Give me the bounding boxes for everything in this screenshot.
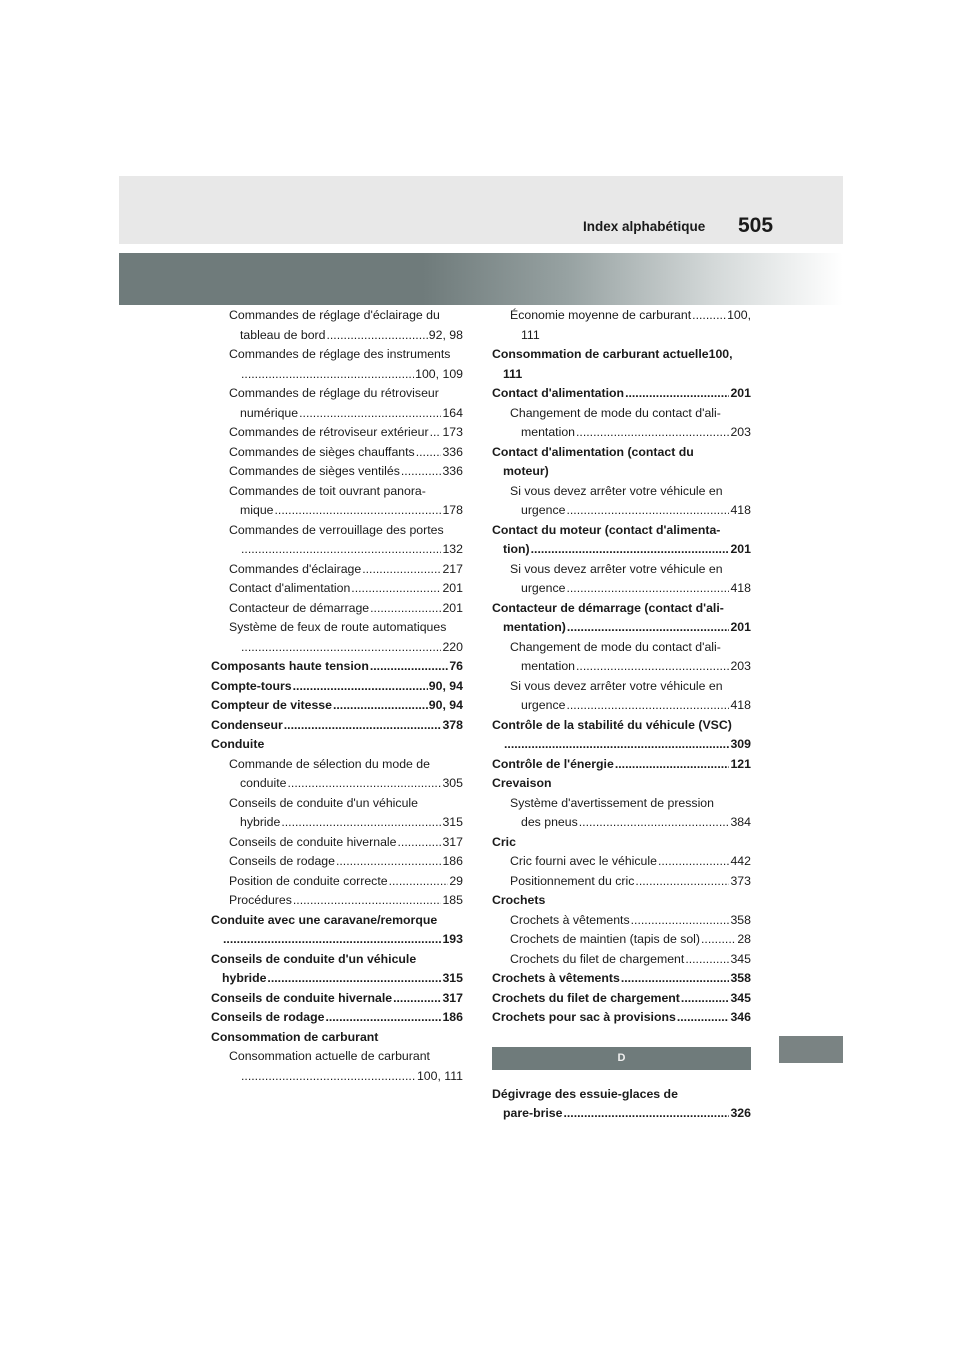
dot-leader xyxy=(267,969,441,989)
dot-leader xyxy=(401,462,442,482)
entry-text: Conseils de conduite d'un véhicule xyxy=(229,795,418,810)
entry-text: Conseils de rodage xyxy=(229,854,335,868)
entry-text: Cric fourni avec le véhicule xyxy=(510,854,657,868)
page-reference: 345 xyxy=(730,951,751,966)
index-entry xyxy=(492,774,751,794)
index-entry xyxy=(211,716,463,736)
page-reference: 317 xyxy=(442,834,463,849)
index-entry xyxy=(211,833,463,853)
dot-leader xyxy=(241,365,414,385)
dot-leader xyxy=(576,657,729,677)
entry-text: Changement de mode du contact d'ali- xyxy=(510,639,721,654)
entry-text: Conduite avec une caravane/remorque xyxy=(211,912,438,927)
entry-text: Système d'avertissement de pression xyxy=(510,795,714,810)
entry-text: urgence xyxy=(521,581,566,595)
page-reference: 29 xyxy=(449,873,463,888)
entry-text: mique xyxy=(240,503,274,517)
entry-text: Commandes de réglage du rétroviseur xyxy=(229,386,439,400)
entry-text: Commandes de verrouillage des portes xyxy=(229,522,444,537)
index-entry xyxy=(492,813,751,833)
section-header: D xyxy=(492,1047,751,1070)
page-reference: 315 xyxy=(442,971,463,985)
index-entry xyxy=(492,950,751,970)
index-entry xyxy=(211,813,463,833)
index-entry xyxy=(211,735,463,755)
dot-leader xyxy=(299,404,441,424)
page-reference: 100, 109 xyxy=(415,366,463,381)
dot-leader xyxy=(241,1067,416,1087)
index-entry xyxy=(492,306,751,326)
page-reference: 90, 94 xyxy=(428,678,463,693)
entry-text: des pneus xyxy=(521,815,578,829)
index-entry xyxy=(211,384,463,404)
dot-leader xyxy=(241,540,441,560)
page-reference: 358 xyxy=(730,971,751,985)
entry-text: Commandes de rétroviseur extérieur xyxy=(229,425,429,439)
index-entry xyxy=(492,540,751,560)
entry-text: Dégivrage des essuie-glaces de xyxy=(492,1086,678,1101)
entry-text: Contact du moteur (contact d'alimenta- xyxy=(492,522,721,537)
dot-leader xyxy=(615,755,730,775)
index-entry xyxy=(492,482,751,502)
entry-text: Consommation de carburant xyxy=(211,1029,379,1044)
page-reference: 100, xyxy=(727,308,751,322)
index-entry xyxy=(211,852,463,872)
entry-text: tableau de bord xyxy=(240,327,326,342)
entry-text: Crochets à vêtements xyxy=(510,912,630,927)
page-reference: 186 xyxy=(442,1010,463,1024)
page-reference: 217 xyxy=(442,561,463,576)
dot-leader xyxy=(576,423,729,443)
entry-text: urgence xyxy=(521,698,566,712)
dot-leader xyxy=(579,813,730,833)
entry-text: Condenseur xyxy=(211,717,283,732)
page-reference: 201 xyxy=(442,581,463,595)
page-reference: 326 xyxy=(730,1106,751,1120)
index-entry xyxy=(211,1008,463,1028)
page-reference: 315 xyxy=(442,815,463,829)
page-title: Index alphabétique xyxy=(583,219,706,234)
index-entry xyxy=(211,423,463,443)
entry-text: Contacteur de démarrage xyxy=(229,600,370,615)
entry-text: Consommation de carburant actuelle100, xyxy=(492,347,733,361)
page-reference: 186 xyxy=(442,854,463,868)
entry-text: hybride xyxy=(240,815,281,829)
entry-text: pare-brise xyxy=(503,1106,563,1120)
entry-text: Contact d'alimentation xyxy=(492,386,625,400)
index-entry xyxy=(211,540,463,560)
page-number: 505 xyxy=(738,214,774,237)
entry-text: Commandes de réglage des instruments xyxy=(229,347,451,361)
index-entry xyxy=(211,462,463,482)
index-entry xyxy=(492,852,751,872)
dot-leader xyxy=(566,579,729,599)
dot-leader xyxy=(621,969,730,989)
entry-text: Crochets du filet de chargement xyxy=(492,990,680,1005)
entry-text: Commandes de sièges chauffants xyxy=(229,444,415,459)
dot-leader xyxy=(567,618,730,638)
dot-leader xyxy=(281,813,441,833)
index-entry xyxy=(211,345,463,365)
index-entry xyxy=(492,696,751,716)
thumb-index-tab xyxy=(779,1036,843,1063)
dot-leader xyxy=(362,560,441,580)
index-entry xyxy=(492,794,751,814)
page-reference: 185 xyxy=(442,893,463,907)
dot-leader xyxy=(504,735,729,755)
index-entry xyxy=(492,735,751,755)
page-reference: 346 xyxy=(730,1010,751,1024)
page-reference: 201 xyxy=(442,600,463,615)
entry-text: Compteur de vitesse xyxy=(211,698,332,712)
dot-leader xyxy=(416,443,442,463)
index-entry xyxy=(211,618,463,638)
page-reference: 201 xyxy=(730,620,751,634)
index-entry xyxy=(492,833,751,853)
page-reference: 358 xyxy=(730,912,751,927)
page-reference: 378 xyxy=(442,717,463,732)
entry-text: Conseils de conduite hivernale xyxy=(229,834,397,849)
entry-text: urgence xyxy=(521,503,566,517)
page-reference: 90, 94 xyxy=(428,698,463,712)
dot-leader xyxy=(658,852,730,872)
page-reference: 220 xyxy=(442,639,463,654)
entry-text: Conseils de rodage xyxy=(211,1010,325,1024)
entry-text: 111 xyxy=(503,366,523,381)
entry-text: tion) xyxy=(503,542,530,556)
entry-text: Économie moyenne de carburant xyxy=(510,308,692,322)
entry-text: Contrôle de l'énergie xyxy=(492,756,614,771)
index-entry xyxy=(211,794,463,814)
index-entry xyxy=(211,1047,463,1067)
index-column-left xyxy=(211,306,463,1086)
dot-leader xyxy=(275,501,442,521)
dot-leader xyxy=(531,540,730,560)
index-entry xyxy=(492,384,751,404)
header-band xyxy=(119,176,843,244)
index-entry xyxy=(492,1008,751,1028)
dot-leader xyxy=(397,833,441,853)
index-entry xyxy=(211,404,463,424)
page-reference: 121 xyxy=(730,756,751,771)
page-reference: 418 xyxy=(730,503,751,517)
dot-leader xyxy=(692,306,726,326)
entry-text: Procédures xyxy=(229,893,292,907)
page-reference: 164 xyxy=(442,405,463,420)
page-reference: 76 xyxy=(449,659,463,673)
dot-leader xyxy=(701,930,736,950)
index-entry xyxy=(492,911,751,931)
page-reference: 336 xyxy=(442,444,463,459)
page-reference: 373 xyxy=(730,873,751,888)
dot-leader xyxy=(563,1104,729,1124)
index-entry xyxy=(211,1028,463,1048)
entry-text: Positionnement du cric xyxy=(510,873,635,888)
entry-text: Contact d'alimentation xyxy=(229,581,351,595)
entry-text: Cric xyxy=(492,834,516,849)
index-entry xyxy=(492,1085,751,1105)
page-reference: 418 xyxy=(730,581,751,595)
index-entry xyxy=(492,345,751,365)
index-entry xyxy=(492,579,751,599)
dot-leader xyxy=(293,891,442,911)
dot-leader xyxy=(288,774,442,794)
dot-leader xyxy=(625,384,729,404)
index-entry xyxy=(492,599,751,619)
page-reference: 317 xyxy=(442,990,463,1005)
entry-text: Crevaison xyxy=(492,776,552,790)
dot-leader xyxy=(430,423,442,443)
entry-text: Si vous devez arrêter votre véhicule en xyxy=(510,561,723,576)
entry-text: hybride xyxy=(222,971,267,985)
entry-text: Commande de sélection du mode de xyxy=(229,756,430,771)
entry-text: Commandes de toit ouvrant panora- xyxy=(229,483,426,498)
dot-leader xyxy=(389,872,449,892)
dot-leader xyxy=(293,677,428,697)
index-entry xyxy=(211,365,463,385)
index-entry xyxy=(492,872,751,892)
index-entry xyxy=(492,618,751,638)
index-column-right xyxy=(492,306,751,1124)
dot-leader xyxy=(284,716,442,736)
entry-text: moteur) xyxy=(503,464,549,478)
page-reference: 309 xyxy=(730,737,751,751)
index-entry xyxy=(492,989,751,1009)
entry-text: 111 xyxy=(521,327,540,342)
index-entry xyxy=(211,1067,463,1087)
page-reference: 203 xyxy=(730,425,751,439)
index-entry xyxy=(211,443,463,463)
entry-text: Commandes de réglage d'éclairage du xyxy=(229,308,440,322)
index-entry xyxy=(211,521,463,541)
page-reference: 201 xyxy=(730,542,751,556)
index-entry xyxy=(492,521,751,541)
index-entry xyxy=(211,306,463,326)
index-entry xyxy=(211,579,463,599)
index-entry xyxy=(211,872,463,892)
page-reference: 100, 111 xyxy=(416,1068,463,1083)
index-entry xyxy=(211,482,463,502)
index-entry xyxy=(492,560,751,580)
page-reference: 28 xyxy=(737,932,751,946)
index-entry xyxy=(492,443,751,463)
index-entry xyxy=(492,423,751,443)
entry-text: mentation) xyxy=(503,620,566,634)
dot-leader xyxy=(685,950,729,970)
index-entry xyxy=(211,326,463,346)
index-entry xyxy=(492,638,751,658)
entry-text: Contact d'alimentation (contact du xyxy=(492,444,694,459)
index-entry xyxy=(492,1104,751,1124)
index-entry xyxy=(211,891,463,911)
header-gradient-bar xyxy=(119,253,843,305)
index-entry xyxy=(211,677,463,697)
dot-leader xyxy=(681,989,730,1009)
index-entry xyxy=(492,716,751,736)
page-reference: 173 xyxy=(442,425,463,439)
entry-text: Si vous devez arrêter votre véhicule en xyxy=(510,483,723,498)
index-entry xyxy=(211,911,463,931)
entry-text: Conseils de conduite d'un véhicule xyxy=(211,951,417,966)
entry-text: Crochets pour sac à provisions xyxy=(492,1010,676,1024)
entry-text: Crochets du filet de chargement xyxy=(510,951,685,966)
entry-text: Crochets à vêtements xyxy=(492,971,620,985)
index-entry xyxy=(492,677,751,697)
index-entry xyxy=(211,638,463,658)
index-entry xyxy=(492,755,751,775)
dot-leader xyxy=(677,1008,730,1028)
page-reference: 442 xyxy=(730,854,751,868)
index-entry xyxy=(492,404,751,424)
index-entry xyxy=(211,989,463,1009)
index-entry xyxy=(492,930,751,950)
entry-text: Crochets xyxy=(492,893,546,907)
entry-text: mentation xyxy=(521,425,576,439)
index-entry xyxy=(492,657,751,677)
index-entry xyxy=(492,365,751,385)
page-reference: 418 xyxy=(730,698,751,712)
entry-text: Contrôle de la stabilité du véhicule (VSC) xyxy=(492,717,732,732)
entry-text: Composants haute tension xyxy=(211,659,369,673)
entry-text: mentation xyxy=(521,659,576,673)
entry-text: Crochets de maintien (tapis de sol) xyxy=(510,932,701,946)
entry-text: Compte-tours xyxy=(211,678,292,693)
dot-leader xyxy=(566,696,729,716)
index-entry xyxy=(211,930,463,950)
dot-leader xyxy=(241,638,441,658)
entry-text: Conduite xyxy=(211,737,265,751)
entry-text: Système de feux de route automatiques xyxy=(229,620,447,634)
index-entry xyxy=(492,969,751,989)
page-reference: 203 xyxy=(730,659,751,673)
dot-leader xyxy=(635,872,729,892)
entry-text: numérique xyxy=(240,405,299,420)
index-entry xyxy=(211,560,463,580)
page-reference: 132 xyxy=(442,542,463,556)
page-reference: 193 xyxy=(442,932,463,946)
dot-leader xyxy=(370,599,441,619)
index-entry xyxy=(211,696,463,716)
page-reference: 178 xyxy=(442,503,463,517)
dot-leader xyxy=(351,579,441,599)
entry-text: conduite xyxy=(240,776,287,790)
entry-text: Si vous devez arrêter votre véhicule en xyxy=(510,678,723,693)
dot-leader xyxy=(325,1008,441,1028)
index-entry xyxy=(211,969,463,989)
dot-leader xyxy=(336,852,442,872)
page-reference: 305 xyxy=(442,776,463,790)
entry-text: Position de conduite correcte xyxy=(229,873,388,888)
index-entry xyxy=(492,326,751,346)
dot-leader xyxy=(566,501,729,521)
entry-text: Conseils de conduite hivernale xyxy=(211,990,393,1005)
index-entry xyxy=(492,891,751,911)
entry-text: Commandes de sièges ventilés xyxy=(229,464,400,478)
index-entry xyxy=(211,755,463,775)
index-entry xyxy=(492,501,751,521)
page-reference: 336 xyxy=(442,464,463,478)
page-reference: 92, 98 xyxy=(428,327,463,342)
index-entry xyxy=(211,774,463,794)
dot-leader xyxy=(223,930,441,950)
page-reference: 201 xyxy=(730,386,751,400)
index-entry xyxy=(211,950,463,970)
dot-leader xyxy=(370,657,448,677)
entry-text: Commandes d'éclairage xyxy=(229,561,362,576)
dot-leader xyxy=(326,326,427,346)
entry-text: Contacteur de démarrage (contact d'ali- xyxy=(492,600,724,615)
dot-leader xyxy=(333,696,428,716)
index-entry xyxy=(211,657,463,677)
index-entry xyxy=(211,501,463,521)
index-entry xyxy=(492,462,751,482)
dot-leader xyxy=(631,911,730,931)
dot-leader xyxy=(393,989,441,1009)
entry-text: Changement de mode du contact d'ali- xyxy=(510,405,721,420)
page-reference: 345 xyxy=(730,990,751,1005)
page-reference: 384 xyxy=(730,815,751,829)
entry-text: Consommation actuelle de carburant xyxy=(229,1049,430,1063)
index-entry xyxy=(211,599,463,619)
